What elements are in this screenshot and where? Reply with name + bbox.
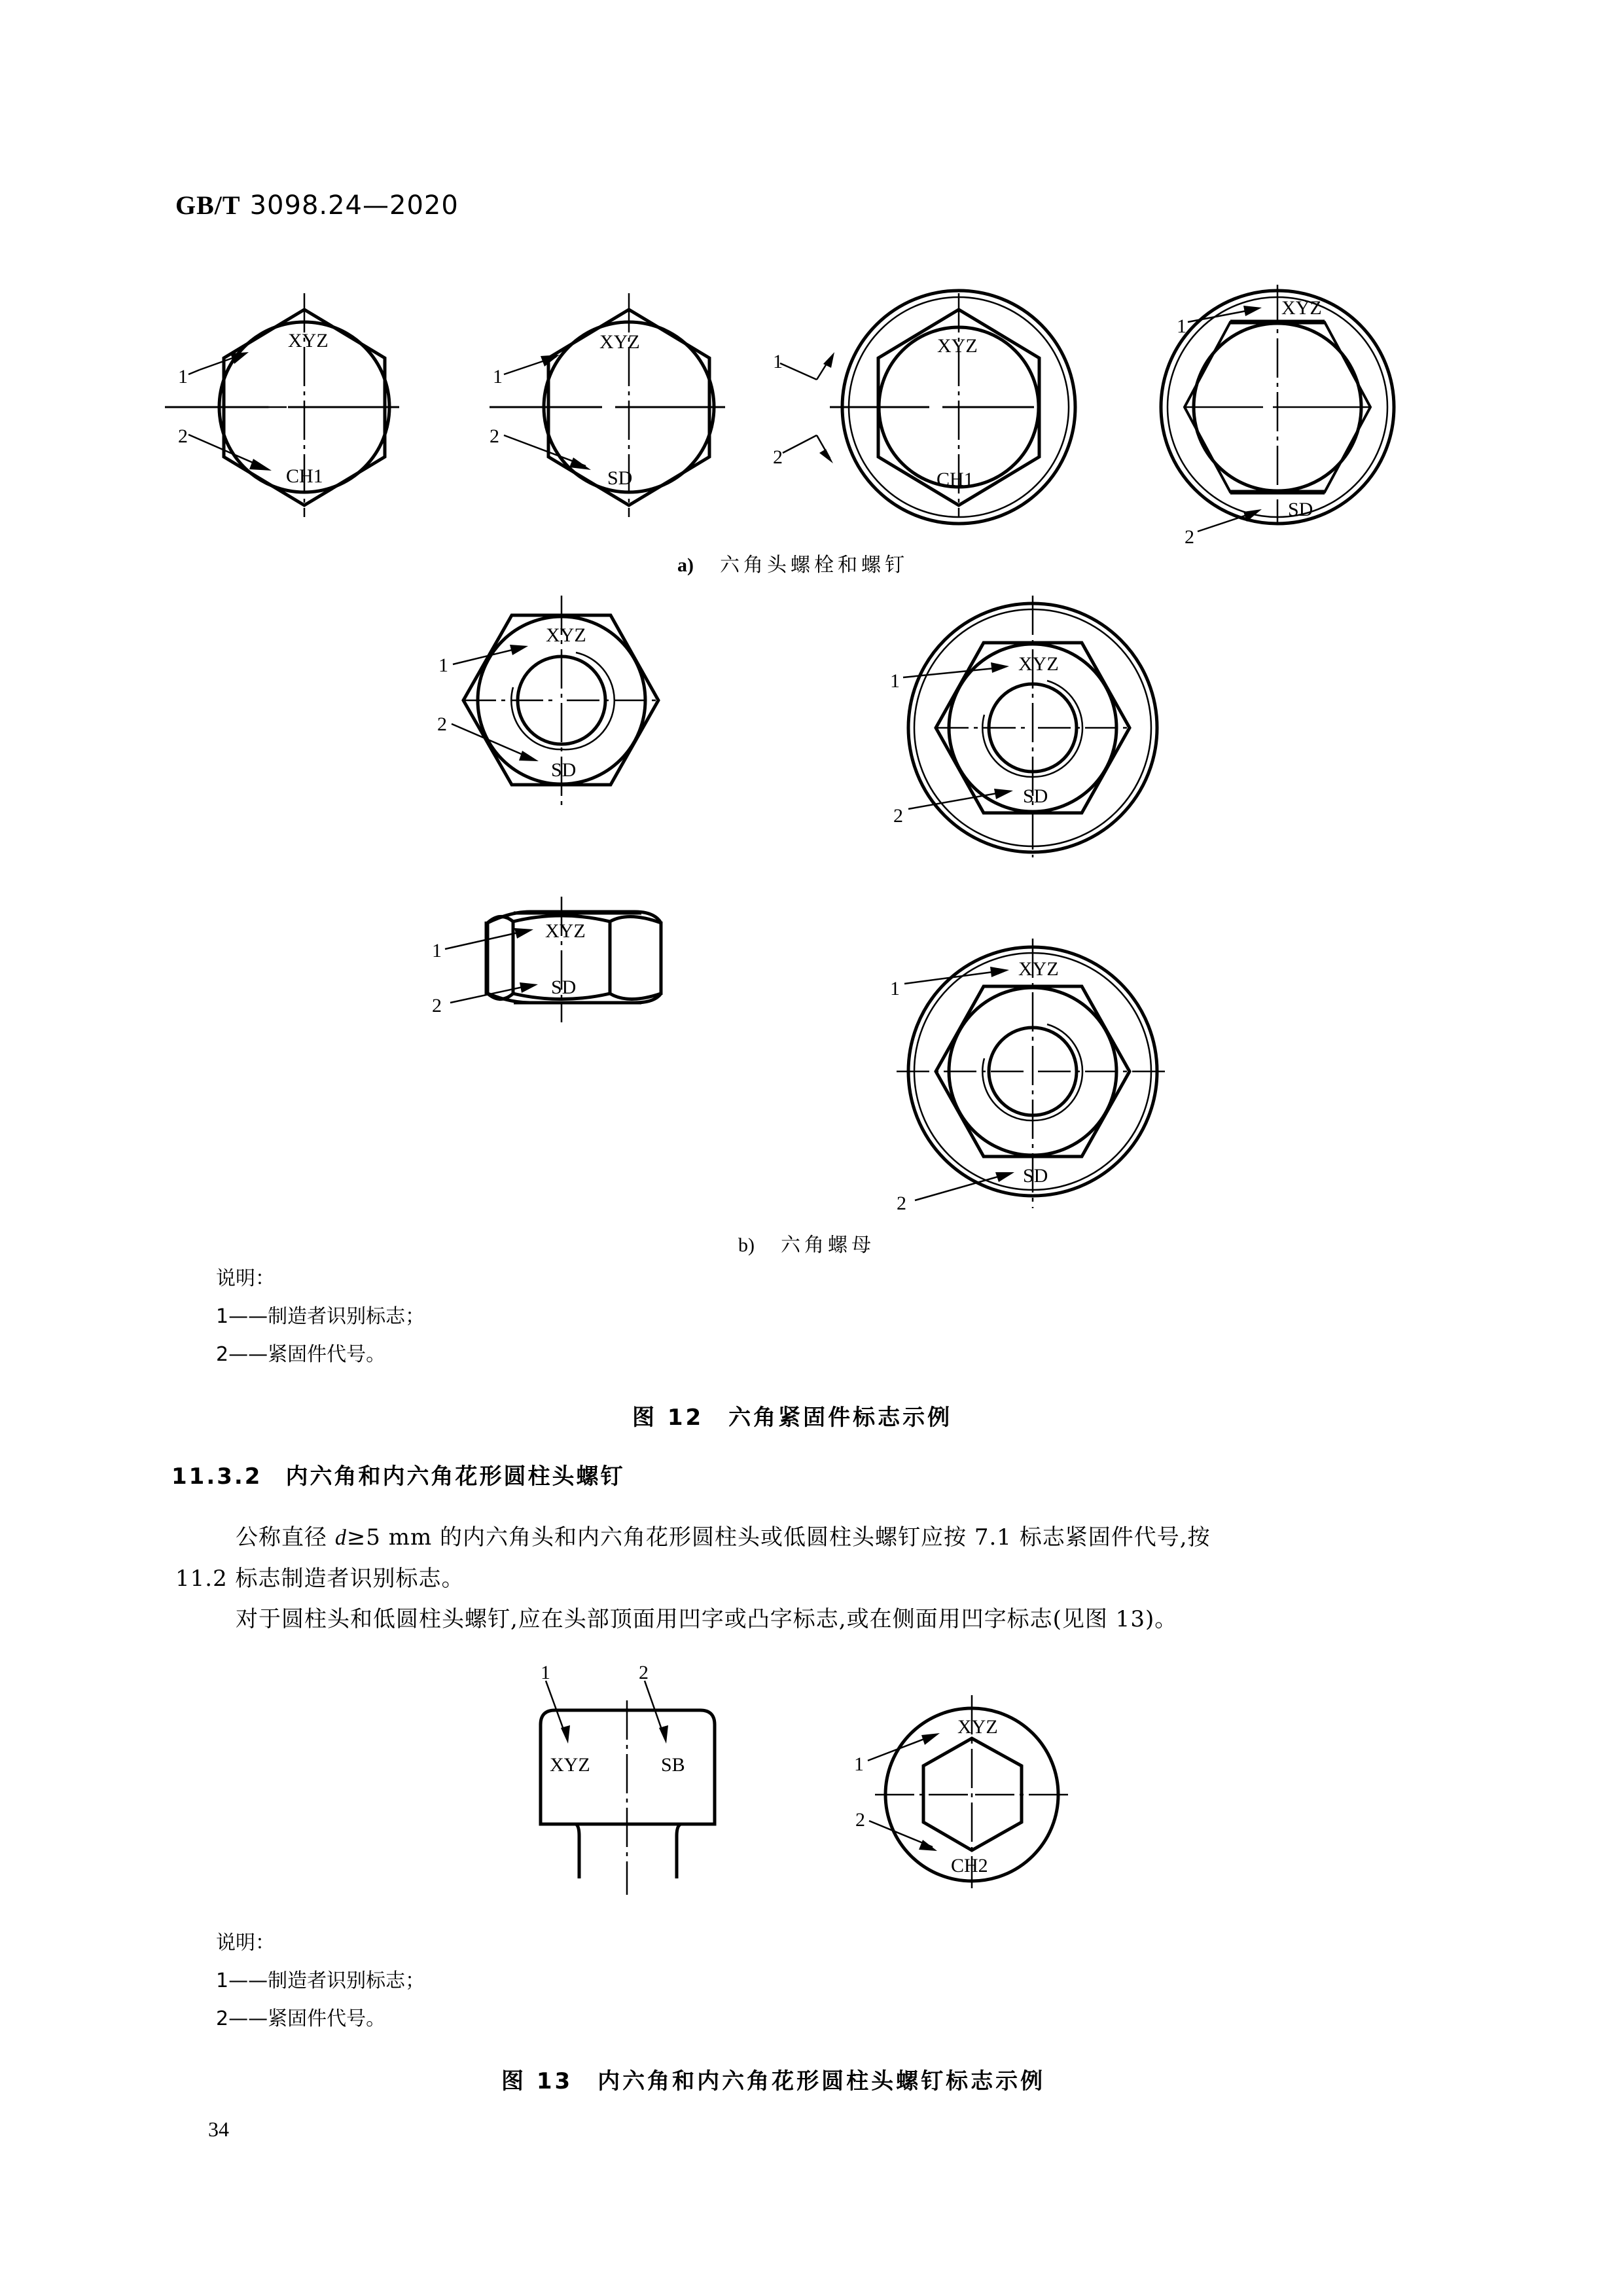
legend-heading: 说明：	[216, 1931, 275, 1954]
leader-1-label: 1	[432, 940, 442, 961]
mark-bottom: CH2	[951, 1855, 988, 1876]
subfigure-label: a)	[677, 554, 694, 576]
section-title: 内六角和内六角花形圆柱头螺钉	[285, 1463, 625, 1490]
mark-bottom: SD	[551, 759, 577, 781]
mark-top: XYZ	[1018, 653, 1059, 675]
mark-bottom: SD	[1023, 1165, 1048, 1187]
leader-2-label: 2	[855, 1809, 865, 1831]
mark-top: XYZ	[599, 331, 640, 353]
mark-top: XYZ	[1281, 297, 1322, 319]
mark-bottom: SD	[607, 467, 633, 489]
para-line-2: 11.2 标志制造者识别标志。	[175, 1566, 465, 1592]
legend-item-2: 2——紧固件代号。	[216, 1343, 386, 1366]
section-paragraph-2: 对于圆柱头和低圆柱头螺钉,应在头部顶面用凹字或凸字标志,或在侧面用凹字标志(见图 13)。	[236, 1606, 1178, 1632]
mark-bottom: SD	[551, 977, 577, 998]
mark-top: XYZ	[937, 335, 978, 357]
leader-1-label: 1	[541, 1662, 550, 1683]
leader-2-label: 2	[178, 425, 188, 447]
para-text: 公称直径	[236, 1524, 335, 1551]
section-number: 11.3.2	[171, 1463, 262, 1490]
mark-top: XYZ	[545, 920, 586, 942]
leader-2-label: 2	[639, 1662, 649, 1683]
fig13-caption: 图 13 内六角和内六角花形圆柱头螺钉标志示例	[501, 2068, 1046, 2094]
leader-2-label: 2	[1185, 526, 1194, 548]
leader-1-label: 1	[890, 978, 900, 999]
leader-1-label: 1	[854, 1753, 864, 1775]
leader-1-label: 1	[773, 351, 783, 372]
legend-item-2: 2——紧固件代号。	[216, 2007, 386, 2030]
legend-item-1: 1——制造者识别标志；	[216, 1305, 425, 1328]
standard-number: 3098.24—2020	[249, 190, 459, 221]
legend-item-1: 1——制造者识别标志；	[216, 1969, 425, 1992]
leader-2-label: 2	[897, 1193, 906, 1214]
para-text: ≥5 mm 的内六角头和内六角花形圆柱头或低圆柱头螺钉应按 7.1 标志紧固件代号,按	[346, 1524, 1211, 1551]
mark-bottom: SD	[1023, 785, 1048, 807]
mark-bottom: CH1	[286, 465, 323, 487]
leader-2-label: 2	[432, 995, 442, 1016]
mark-top: XYZ	[288, 330, 329, 351]
fig13-side-view	[541, 1662, 715, 1895]
mark-bottom: CH1	[936, 469, 974, 490]
mark-left: XYZ	[550, 1754, 590, 1776]
leader-2-label: 2	[773, 446, 783, 468]
fig12-caption: 图 12 六角紧固件标志示例	[632, 1405, 953, 1431]
legend-heading: 说明：	[216, 1267, 275, 1290]
fig13-legend	[216, 1924, 425, 2038]
leader-2-label: 2	[893, 805, 903, 827]
leader-2-label: 2	[490, 425, 499, 447]
variable-d: d	[334, 1526, 347, 1550]
mark-bottom: SD	[1288, 499, 1313, 520]
subfigure-label: b)	[738, 1234, 755, 1256]
page-number: 34	[208, 2117, 229, 2141]
fig13-top-view	[854, 1695, 1072, 1888]
mark-top: XYZ	[1018, 958, 1059, 980]
subfigure-title: 六角螺母	[781, 1234, 875, 1257]
standard-prefix: GB/T	[175, 190, 241, 220]
mark-top: XYZ	[546, 624, 586, 646]
leader-1-label: 1	[438, 655, 448, 676]
leader-1-label: 1	[178, 366, 188, 387]
mark-top: XYZ	[957, 1716, 998, 1738]
subfigure-title: 六角头螺栓和螺钉	[720, 554, 908, 577]
leader-1-label: 1	[890, 670, 900, 692]
leader-1-label: 1	[493, 366, 503, 387]
leader-2-label: 2	[437, 713, 447, 735]
mark-right: SB	[661, 1754, 685, 1776]
leader-1-label: 1	[1177, 315, 1186, 337]
